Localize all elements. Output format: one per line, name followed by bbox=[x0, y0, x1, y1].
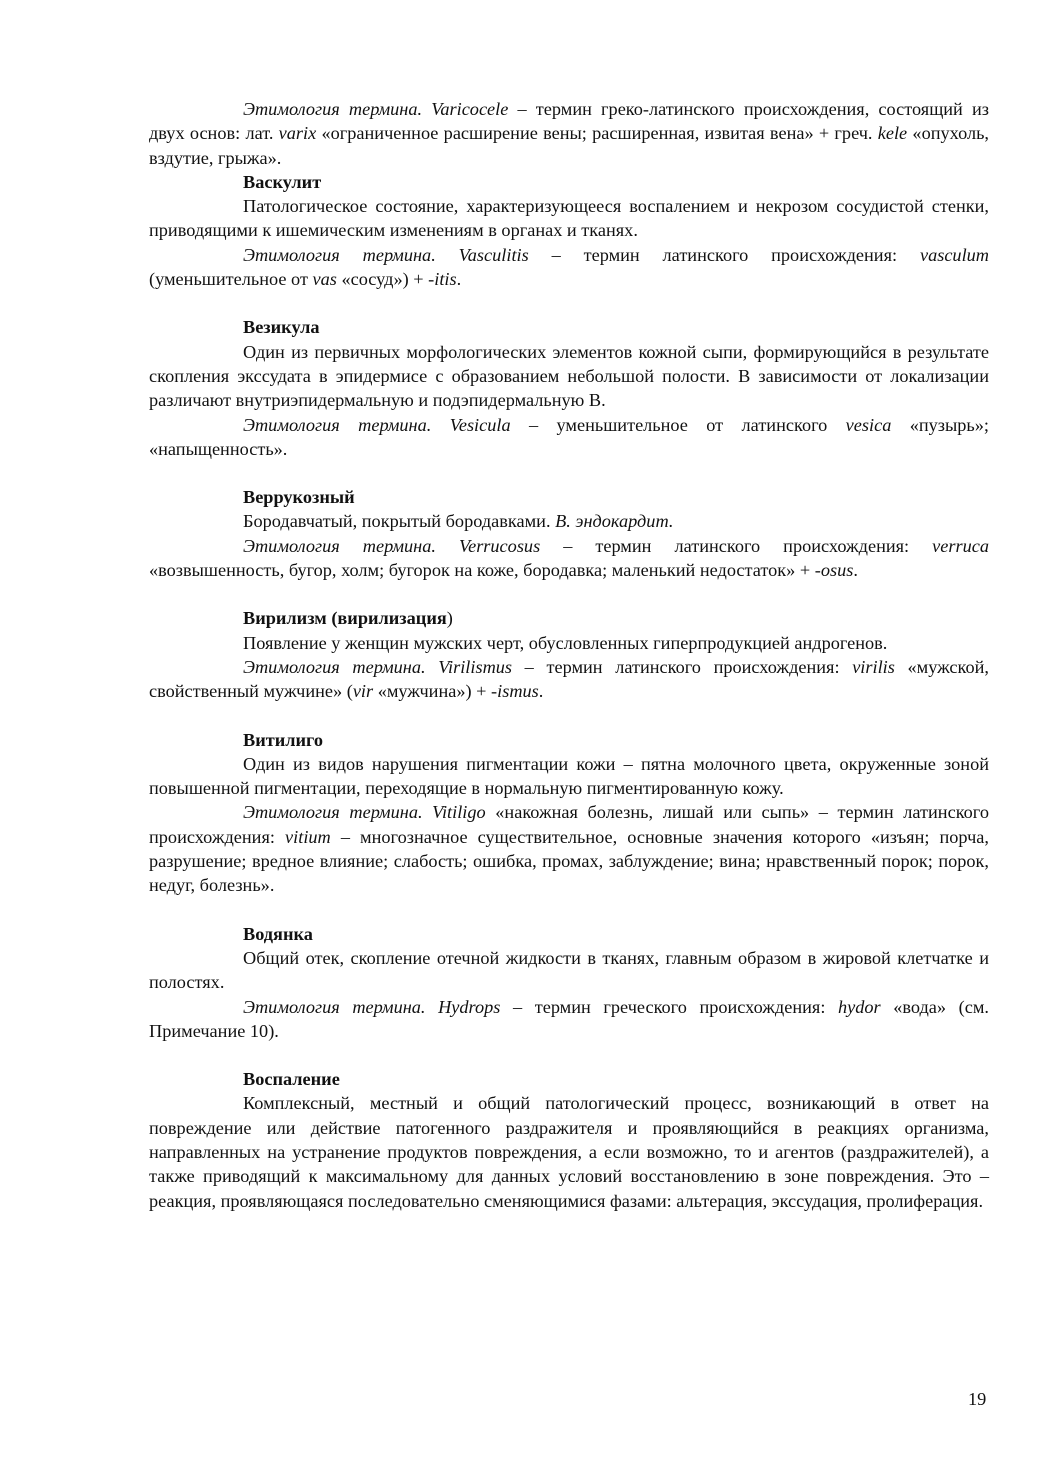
definition-paragraph bbox=[149, 509, 989, 533]
text-run bbox=[426, 657, 439, 677]
etymology-paragraph bbox=[149, 800, 989, 897]
italic-run: Vasculitis bbox=[458, 244, 529, 265]
italic-run: hydor bbox=[837, 996, 881, 1017]
text-run: «ограниченное расширение вены; расширенная, извитая вена» + греч. bbox=[316, 123, 878, 144]
text-run: «опухоль, вздутие, грыжа». bbox=[149, 123, 990, 168]
text-run: Комплексный, местный и общий патологический процесс, возникающий в ответ на повреждение или действие патогенного раздражителя и проявляющийся в реакциях организма, направленных на устранение продуктов повреждения, а если возможно, то и агентов (раздражителей), а также приводящий к максимальному для данных условий восстановлению в зоне повреждения. Это – реакция, проявляющаяся последовательно сменяющимися фазами: альтерация, экссудация, пролиферация. bbox=[149, 1093, 989, 1211]
text-run: «возвышенность, бугор, холм; бугорок на коже, бородавка; маленький недостаток» + - bbox=[149, 560, 821, 581]
etymology-paragraph bbox=[149, 413, 989, 462]
definition-paragraph bbox=[149, 1091, 989, 1212]
term-suffix: ) bbox=[446, 608, 453, 629]
text-run bbox=[423, 802, 433, 822]
text-run: «мужской, свойственный мужчине» ( bbox=[149, 656, 989, 702]
entry-term bbox=[149, 1067, 989, 1091]
text-run: – термин греко-латинского происхождения, состоящий из двух основ: лат. bbox=[149, 99, 989, 144]
text-run: – термин греческого происхождения: bbox=[500, 996, 838, 1017]
italic-run: Verrucosus bbox=[458, 535, 541, 556]
entry-term bbox=[149, 170, 989, 194]
text-run bbox=[431, 415, 449, 435]
glossary-entry bbox=[149, 170, 989, 291]
entry-term bbox=[149, 606, 989, 630]
entry-term bbox=[149, 922, 989, 946]
term-text: Вирилизм (вирилизация bbox=[243, 608, 447, 629]
text-run: (уменьшительное от bbox=[149, 269, 313, 290]
text-run: Бородавчатый, покрытый бородавками. bbox=[243, 511, 556, 532]
text-run: «накожная болезнь, лишай или сыпь» – термин латинского происхождения: bbox=[149, 802, 989, 847]
text-run: Патологическое состояние, характеризующееся воспалением и некрозом сосудистой стенки, приводящими к ишемическим изменениям в органах и тканях. bbox=[149, 196, 989, 241]
italic-run: vir bbox=[352, 681, 374, 702]
italic-run: vitium bbox=[285, 826, 331, 847]
text-run: – термин латинского происхождения: bbox=[528, 244, 920, 265]
italic-run: Hydrops bbox=[438, 996, 501, 1017]
glossary-entry bbox=[149, 485, 989, 582]
italic-run: Этимология термина. bbox=[243, 414, 432, 435]
definition-paragraph bbox=[149, 631, 989, 655]
definition-paragraph bbox=[149, 946, 989, 995]
term-text: Витилиго bbox=[243, 729, 324, 750]
page-number: 19 bbox=[968, 1389, 987, 1409]
italic-run: Этимология термина. bbox=[243, 535, 436, 556]
text-run bbox=[422, 99, 431, 119]
italic-run: Этимология термина. bbox=[243, 656, 426, 677]
text-run bbox=[436, 536, 459, 556]
definition-paragraph bbox=[149, 194, 989, 243]
glossary-entry bbox=[149, 1067, 989, 1213]
italic-run: osus bbox=[820, 560, 854, 581]
text-run: . bbox=[853, 560, 858, 581]
glossary-entry bbox=[149, 315, 989, 461]
glossary-entries bbox=[149, 170, 989, 1213]
text-run: «пузырь»; «напыщенность». bbox=[149, 414, 989, 459]
term-text: Веррукозный bbox=[243, 487, 355, 508]
italic-run: varix bbox=[278, 123, 317, 144]
etymology-paragraph bbox=[149, 534, 989, 583]
text-run: Один из первичных морфологических элементов кожной сыпи, формирующийся в результате скопления экссудата в эпидермисе с образованием небольшой полости. В зависимости от локализации различают внутриэпидермальную и подэпидермальную В. bbox=[149, 341, 989, 411]
text-run: – уменьшительное от латинского bbox=[510, 414, 846, 435]
italic-run: vasculum bbox=[919, 244, 989, 265]
text-run: «вода» (см. Примечание 10). bbox=[149, 996, 989, 1041]
italic-run: ismus bbox=[497, 681, 539, 702]
italic-run: vas bbox=[312, 269, 337, 290]
entry-term bbox=[149, 485, 989, 509]
glossary-entry bbox=[149, 728, 989, 898]
entry-term bbox=[149, 728, 989, 752]
glossary-entry bbox=[149, 922, 989, 1043]
italic-run: kele bbox=[877, 123, 908, 144]
text-run: Один из видов нарушения пигментации кожи – пятна молочного цвета, окруженные зоной повышенной пигментации, переходящие в нормальную пигментированную кожу. bbox=[149, 753, 989, 799]
italic-run: virilis bbox=[852, 656, 895, 677]
text-run: . bbox=[456, 269, 462, 290]
etymology-paragraph bbox=[149, 243, 989, 292]
text-run: – многозначное существительное, основные значения которого «изъян; порча, разрушение; вредное влияние; слабость; ошибка, промах, заблуждение; вина; нравственный порок; порок, недуг, болезнь». bbox=[149, 826, 989, 896]
italic-run: В. эндокардит. bbox=[555, 511, 674, 532]
term-text: Водянка bbox=[243, 923, 313, 944]
italic-run: verruca bbox=[932, 535, 989, 556]
definition-paragraph bbox=[149, 340, 989, 413]
term-text: Воспаление bbox=[243, 1069, 340, 1090]
text-run: «мужчина») + - bbox=[373, 681, 498, 702]
glossary-entry bbox=[149, 606, 989, 703]
italic-run: Vesicula bbox=[449, 414, 511, 435]
text-run: Общий отек, скопление отечной жидкости в тканях, главным образом в жировой клетчатке и полостях. bbox=[149, 947, 989, 993]
italic-run: Этимология термина. bbox=[243, 244, 436, 265]
italic-run: Этимология термина. bbox=[243, 99, 423, 119]
term-text: Везикула bbox=[243, 317, 320, 338]
italic-run: Этимология термина. bbox=[243, 996, 426, 1017]
italic-run: Этимология термина. bbox=[243, 802, 423, 823]
italic-run: Vitiligo bbox=[432, 802, 486, 823]
italic-run: vesica bbox=[845, 414, 892, 435]
definition-paragraph bbox=[149, 752, 989, 801]
text-run: . bbox=[538, 681, 544, 702]
intro-paragraph bbox=[149, 97, 989, 170]
italic-run: Virilismus bbox=[438, 656, 513, 677]
text-run bbox=[436, 245, 459, 265]
etymology-paragraph bbox=[149, 995, 989, 1044]
italic-run: Varicocele bbox=[431, 99, 509, 119]
entry-term bbox=[149, 315, 989, 339]
text-run: «сосуд») + - bbox=[336, 269, 435, 290]
text-run: – термин латинского происхождения: bbox=[540, 535, 933, 556]
term-text: Васкулит bbox=[243, 171, 322, 192]
text-run: – термин латинского происхождения: bbox=[512, 656, 853, 677]
text-run: Появление у женщин мужских черт, обусловленных гиперпродукцией андрогенов. bbox=[243, 632, 888, 653]
text-run bbox=[426, 997, 439, 1017]
italic-run: itis bbox=[434, 269, 457, 290]
etymology-paragraph bbox=[149, 655, 989, 704]
